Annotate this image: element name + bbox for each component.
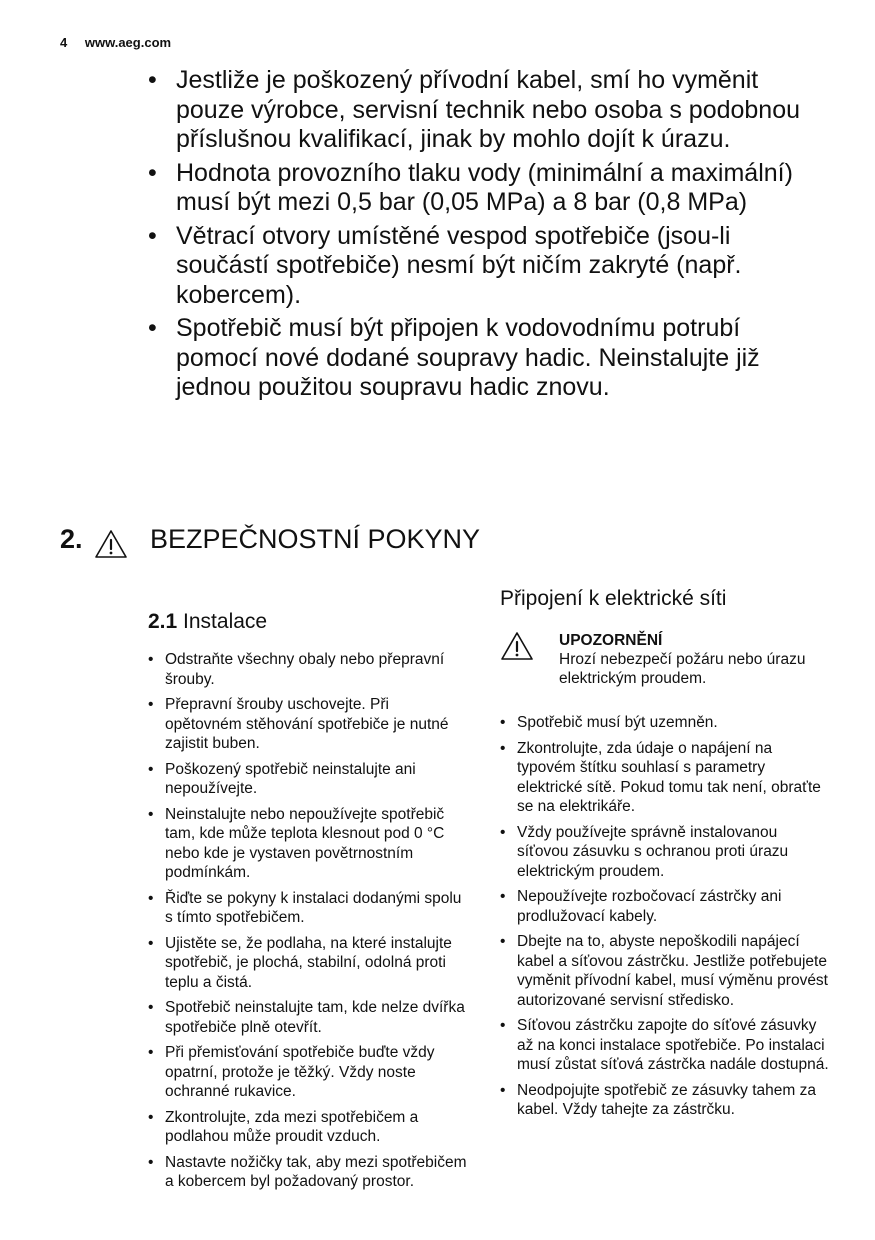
list-item: • Odstraňte všechny obaly nebo přepravní šrouby. <box>148 650 468 689</box>
intro-list <box>148 66 828 407</box>
page-header <box>60 35 171 50</box>
list-item: • Přepravní šrouby uschovejte. Při opětovném stěhování spotřebiče je nutné zajistit buben. <box>148 695 468 754</box>
list-item: • Hodnota provozního tlaku vody (minimální a maximální) musí být mezi 0,5 bar (0,05 MPa) a 8 bar (0,8 MPa) <box>148 159 828 218</box>
electrical-list <box>500 713 830 1120</box>
website-link[interactable]: www.aeg.com <box>84 35 172 50</box>
list-item: • Zkontrolujte, zda mezi spotřebičem a podlahou může proudit vzduch. <box>148 1108 468 1147</box>
warning-box <box>500 623 830 695</box>
section-number: 2. <box>60 524 83 554</box>
warning-title: UPOZORNĚNÍ <box>559 632 663 649</box>
list-item: • Při přemisťování spotřebiče buďte vždy opatrní, protože je těžký. Vždy noste ochranné rukavice. <box>148 1043 468 1102</box>
list-item: • Zkontrolujte, zda údaje o napájení na typovém štítku souhlasí s parametry elektrické sítě. Pokud tomu tak není, obraťte se na elektrikáře. <box>500 739 830 817</box>
warning-triangle-icon <box>93 528 129 565</box>
list-item: • Ujistěte se, že podlaha, na které instalujte spotřebič, je plochá, stabilní, odolná proti teplu a čistá. <box>148 934 468 993</box>
list-item: • Dbejte na to, abyste nepoškodili napájecí kabel a síťovou zástrčku. Jestliže potřebujete vyměnit přívodní kabel, musí výměnu provést autorizované servisní středisko. <box>500 932 830 1010</box>
subsection-title: Instalace <box>183 610 268 633</box>
subsection-number: 2.1 <box>148 610 178 633</box>
electrical-column <box>500 587 830 1126</box>
section-title: BEZPEČNOSTNÍ POKYNY <box>150 524 481 554</box>
installation-list <box>148 650 468 1192</box>
list-item: • Spotřebič neinstalujte tam, kde nelze dvířka spotřebiče plně otevřít. <box>148 998 468 1037</box>
list-item: • Síťovou zástrčku zapojte do síťové zásuvky až na konci instalace spotřebiče. Po instalaci musí zůstat síťová zástrčka nadále dostupná. <box>500 1016 830 1075</box>
list-item: • Spotřebič musí být uzemněn. <box>500 713 830 733</box>
list-item: • Neodpojujte spotřebič ze zásuvky tahem za kabel. Vždy tahejte za zástrčku. <box>500 1081 830 1120</box>
list-item: • Vždy používejte správně instalovanou síťovou zásuvku s ochranou proti úrazu elektrickým proudem. <box>500 823 830 882</box>
list-item: • Řiďte se pokyny k instalaci dodanými spolu s tímto spotřebičem. <box>148 889 468 928</box>
subsection-title: Připojení k elektrické síti <box>500 587 727 610</box>
list-item: • Jestliže je poškozený přívodní kabel, smí ho vyměnit pouze výrobce, servisní technik nebo osoba s podobnou příslušnou kvalifikací, jinak by mohlo dojít k úrazu. <box>148 66 828 155</box>
list-item: • Neinstalujte nebo nepoužívejte spotřebič tam, kde může teplota klesnout pod 0 °C nebo kde je vystaven povětrnostním podmínkám. <box>148 805 468 883</box>
list-item: • Nastavte nožičky tak, aby mezi spotřebičem a kobercem byl požadovaný prostor. <box>148 1153 468 1192</box>
list-item: • Nepoužívejte rozbočovací zástrčky ani prodlužovací kabely. <box>500 887 830 926</box>
warning-text: Hrozí nebezpečí požáru nebo úrazu elektrickým proudem. <box>559 651 806 687</box>
warning-triangle-icon <box>500 631 534 666</box>
list-item: • Spotřebič musí být připojen k vodovodnímu potrubí pomocí nové dodané soupravy hadic. Neinstalujte již jednou použitou soupravu hadic znovu. <box>148 314 828 403</box>
page-number: 4 <box>60 35 68 50</box>
list-item: • Větrací otvory umístěné vespod spotřebiče (jsou-li součástí spotřebiče) nesmí být ničím zakryté (např. kobercem). <box>148 222 828 311</box>
list-item: • Poškozený spotřebič neinstalujte ani nepoužívejte. <box>148 760 468 799</box>
subsection-heading <box>148 610 468 634</box>
installation-column <box>148 610 468 1198</box>
